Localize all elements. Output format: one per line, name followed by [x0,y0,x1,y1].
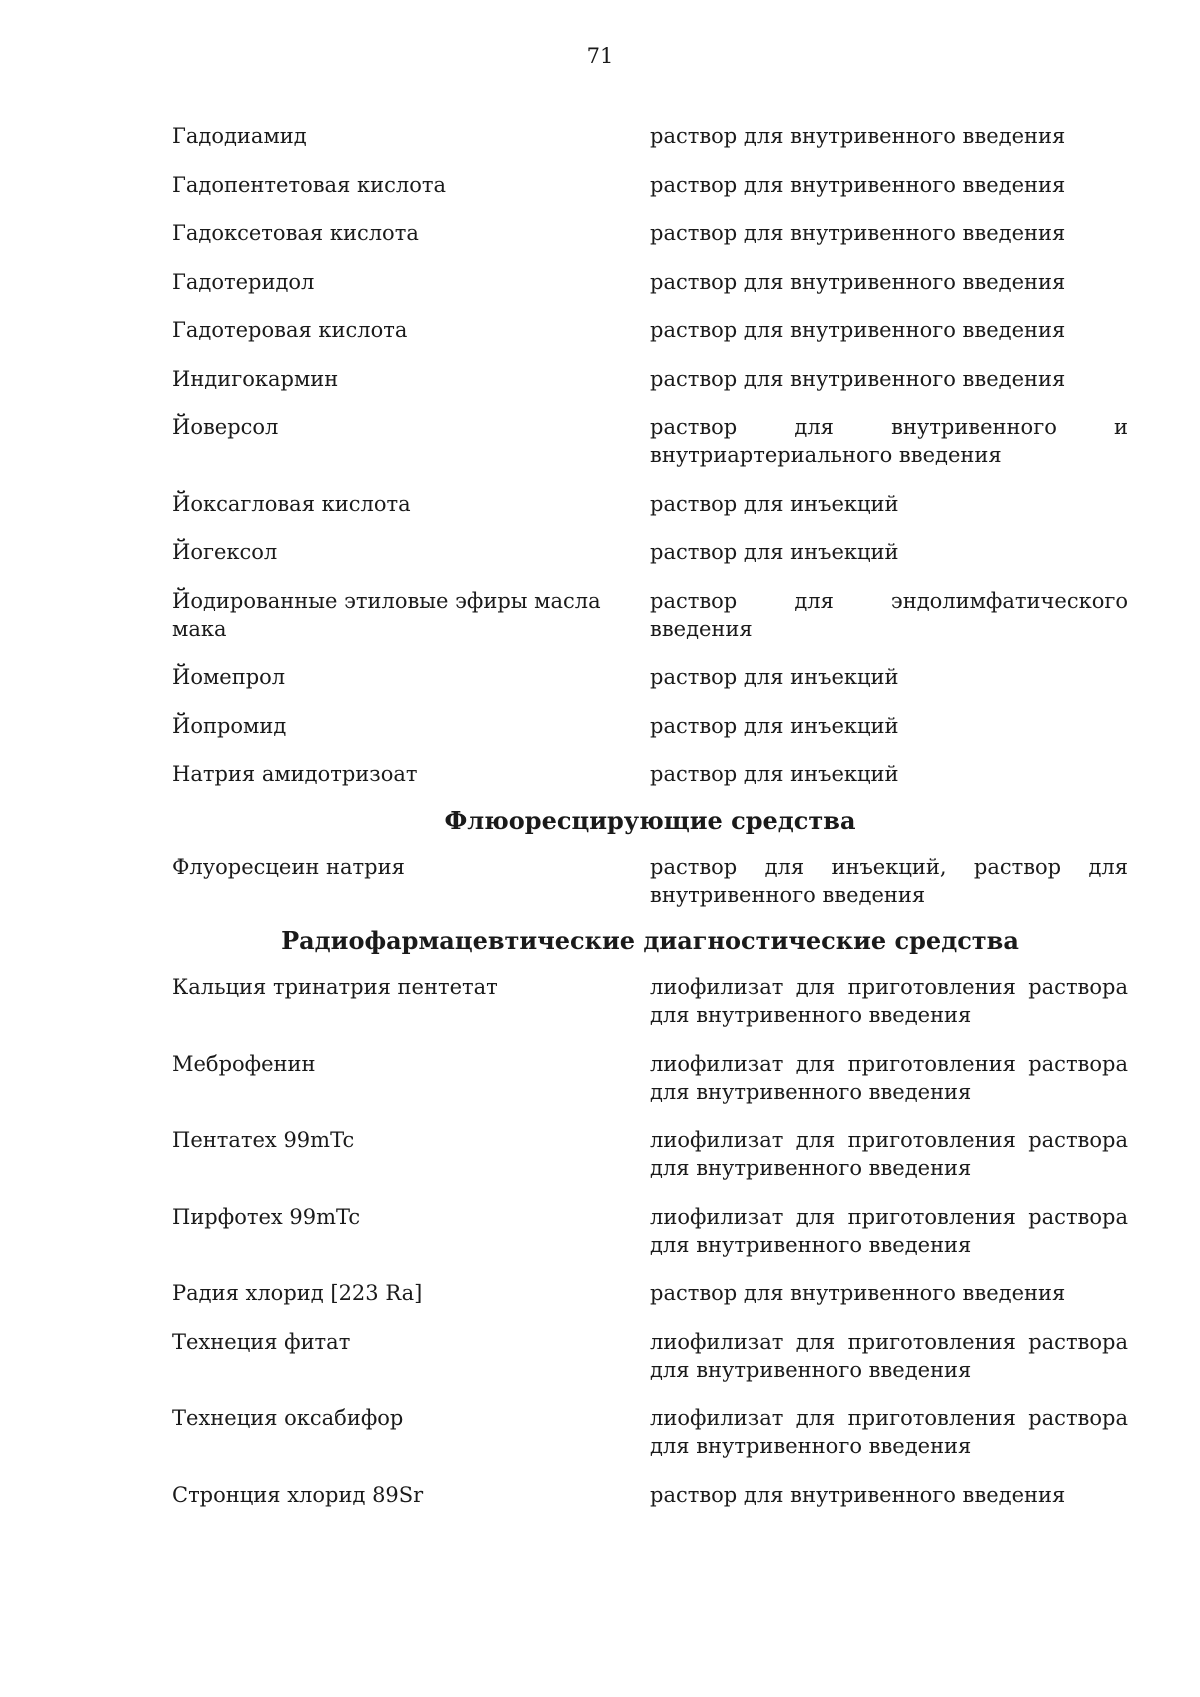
drug-name: Гадодиамид [172,124,307,148]
list-item [172,365,1128,393]
list-item [172,316,1128,344]
drug-name: Флуоресцеин натрия [172,854,405,879]
drug-name: Йодированные этиловые эфиры масла мака [172,588,601,641]
list-item [172,973,1128,1029]
dosage-form: раствор для инъекций [650,540,899,564]
list-item [172,413,1128,469]
list-item [172,1126,1128,1182]
drug-name: Йомепрол [172,665,286,689]
drug-name: Стронция хлорид 89Sr [172,1482,424,1507]
drug-name: Кальция тринатрия пентетат [172,975,498,999]
dosage-form: раствор для эндолимфатического введения [650,588,1128,641]
dosage-form: раствор для внутривенного введения [650,221,1066,245]
list-item [172,1328,1128,1384]
list-item [172,712,1128,740]
dosage-form: раствор для инъекций [650,665,899,689]
list-item [172,1481,1128,1509]
list-item [172,663,1128,691]
list-item [172,219,1128,247]
drug-list [172,122,1128,1529]
page-number: 71 [586,44,614,68]
dosage-form: раствор для инъекций [650,713,899,738]
section-heading-fluorescent: Флюоресцирующие средства [444,805,856,835]
dosage-form: раствор для внутривенного введения [650,1482,1066,1507]
dosage-form: раствор для внутривенного введения [650,366,1066,391]
list-item [172,1050,1128,1106]
drug-name: Индигокармин [172,366,339,391]
drug-name: Пентатех 99mTc [172,1128,355,1152]
section-heading-radiopharmaceutical: Радиофармацевтические диагностические средства [281,926,1019,955]
drug-name: Гадотеровая кислота [172,318,408,342]
drug-name: Йогексол [172,540,278,564]
drug-name: Натрия амидотризоат [172,762,418,786]
fluorescent-agents-group [172,853,1128,909]
drug-name: Технеция оксабифор [172,1406,404,1430]
dosage-form: лиофилизат для приготовления раствора для внутривенного введения [650,1051,1128,1104]
dosage-form: раствор для внутривенного введения [650,1281,1066,1305]
dosage-form: раствор для внутривенного введения [650,318,1066,342]
drug-name: Гадоксетовая кислота [172,221,419,245]
dosage-form: раствор для инъекций [650,491,899,516]
dosage-form: лиофилизат для приготовления раствора для внутривенного введения [650,1329,1128,1382]
dosage-form: лиофилизат для приготовления раствора для внутривенного введения [650,975,1128,1027]
drug-name: Йоксагловая кислота [172,491,411,516]
list-item [172,853,1128,909]
list-item [172,490,1128,518]
list-item [172,171,1128,199]
drug-name: Гадопентетовая кислота [172,172,446,197]
list-item [172,268,1128,296]
drug-name: Гадотеридол [172,269,315,294]
dosage-form: раствор для внутривенного введения [650,172,1066,197]
list-item [172,1404,1128,1460]
drug-name: Пирфотех 99mTc [172,1204,361,1229]
list-item [172,538,1128,566]
dosage-form: раствор для внутривенного и внутриартериального введения [650,415,1128,467]
list-item [172,1203,1128,1259]
contrast-agents-group [172,122,1128,788]
dosage-form: лиофилизат для приготовления раствора для внутривенного введения [650,1204,1128,1257]
dosage-form: раствор для инъекций, раствор для внутривенного введения [650,854,1128,907]
drug-name: Йопромид [172,713,287,738]
drug-name: Радия хлорид [223 Ra] [172,1281,423,1305]
drug-name: Технеция фитат [172,1329,351,1354]
list-item [172,760,1128,788]
drug-name: Меброфенин [172,1051,316,1076]
list-item [172,1279,1128,1307]
dosage-form: раствор для внутривенного введения [650,269,1066,294]
drug-name: Йоверсол [172,415,279,439]
radiopharmaceutical-agents-group [172,973,1128,1509]
dosage-form: раствор для инъекций [650,762,899,786]
list-item [172,122,1128,150]
dosage-form: лиофилизат для приготовления раствора для внутривенного введения [650,1128,1128,1180]
list-item [172,587,1128,643]
dosage-form: раствор для внутривенного введения [650,124,1066,148]
dosage-form: лиофилизат для приготовления раствора для внутривенного введения [650,1406,1128,1458]
